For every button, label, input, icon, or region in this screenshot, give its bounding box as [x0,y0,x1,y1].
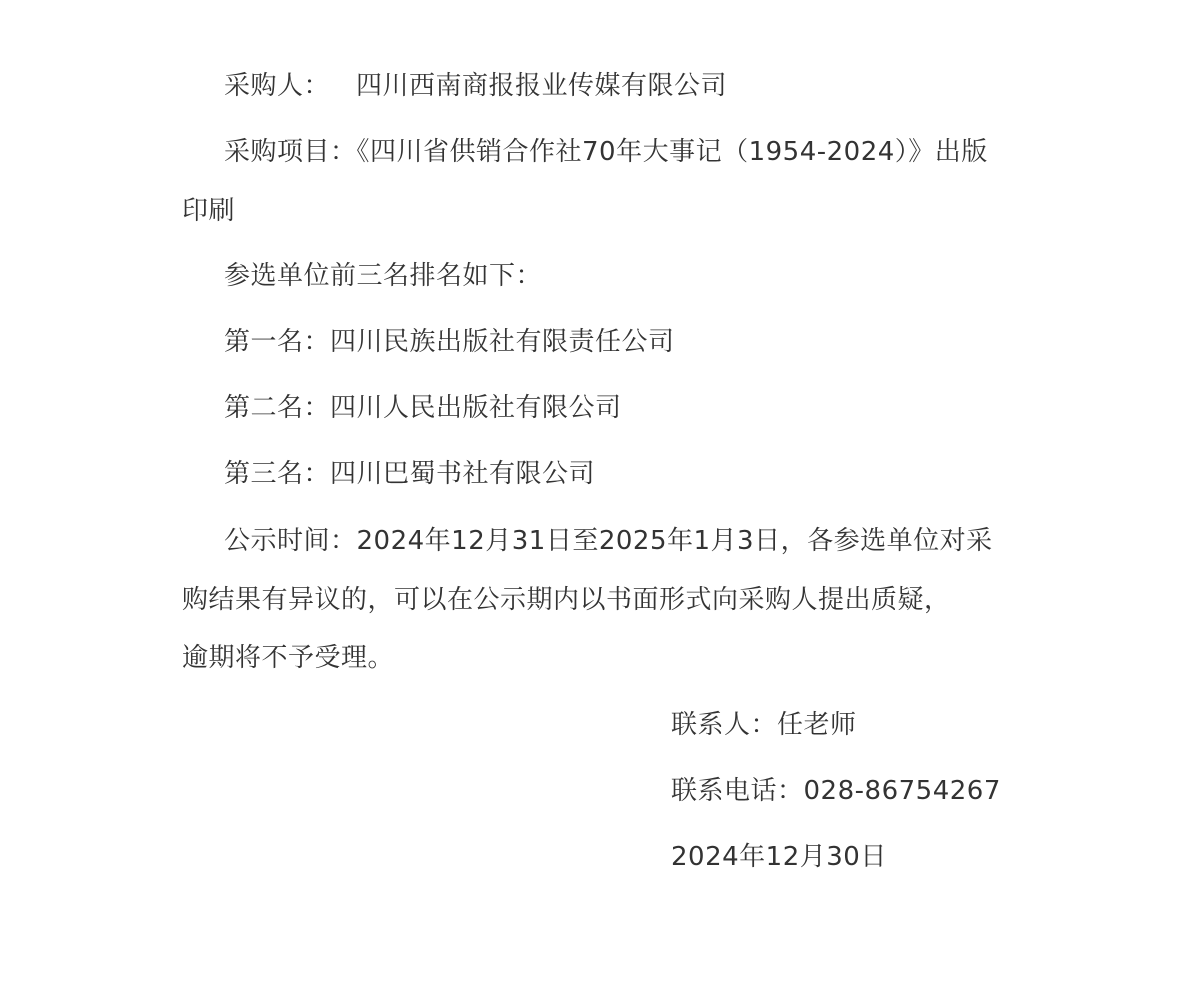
publicity-line-3: 逾期将不予受理。 [182,643,395,673]
rank-2-value: 四川人民出版社有限公司 [330,393,622,423]
purchaser-line [224,69,727,103]
contact-phone-line [671,774,1001,808]
contact-person-value: 任老师 [777,710,857,740]
rank-3-line [224,457,595,491]
contact-phone-value: 028-86754267 [803,776,1001,806]
publicity-line-1: 公示时间：2024年12月31日至2025年1月3日，各参选单位对采 [224,526,993,556]
rank-2-label: 第二名： [224,393,331,423]
ranking-intro: 参选单位前三名排名如下： [224,261,543,291]
rank-3-label: 第三名： [224,459,331,489]
contact-person-line [671,708,857,742]
project-line-1: 采购项目：《四川省供销合作社70年大事记（1954-2024）》出版 [224,137,988,167]
rank-2-line [224,391,622,425]
rank-1-value: 四川民族出版社有限责任公司 [330,327,675,357]
contact-phone-label: 联系电话： [671,776,804,806]
purchaser-value: 四川西南商报报业传媒有限公司 [356,71,728,101]
contact-person-label: 联系人： [671,710,778,740]
project-line-2: 印刷 [182,196,236,226]
purchaser-label: 采购人： [224,71,331,101]
rank-1-label: 第一名： [224,327,331,357]
notice-date: 2024年12月30日 [671,842,887,872]
rank-1-line [224,325,675,359]
publicity-line-2: 购结果有异议的，可以在公示期内以书面形式向采购人提出质疑， [182,585,951,615]
rank-3-value: 四川巴蜀书社有限公司 [330,459,596,489]
